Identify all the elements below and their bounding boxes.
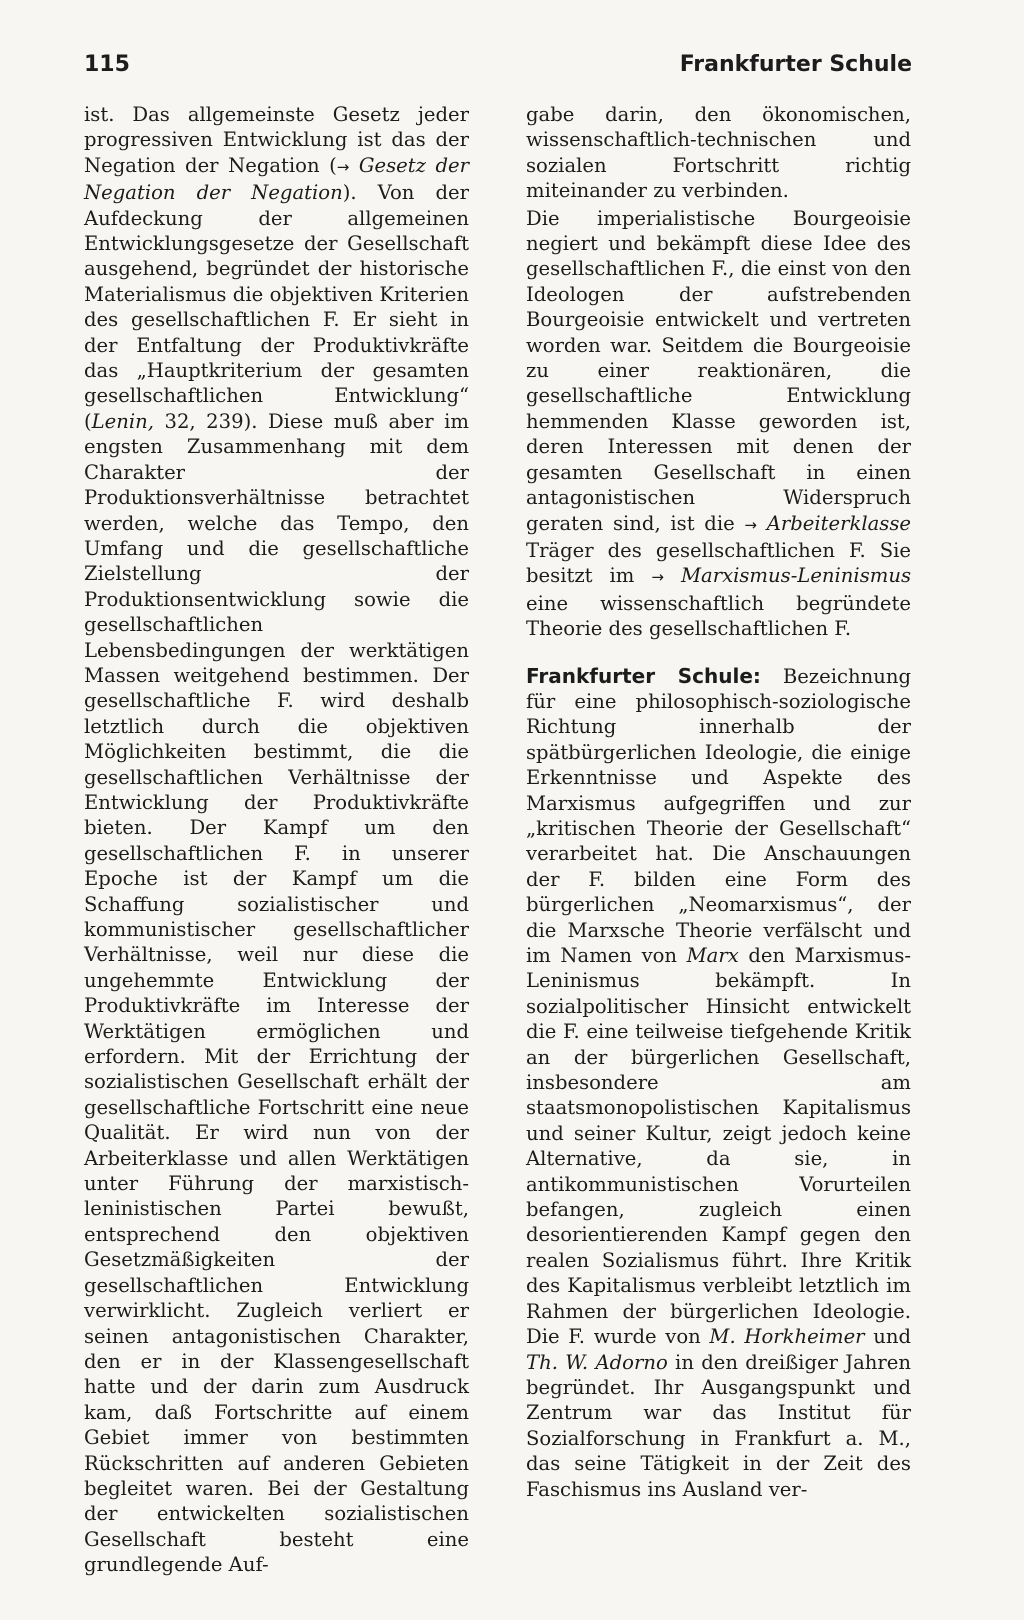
cross-reference-link[interactable]: Marxismus-Leninismus — [680, 564, 911, 588]
cross-reference-arrow-icon: → — [744, 515, 757, 534]
cross-reference-arrow-icon: → — [336, 157, 350, 176]
page-number: 115 — [84, 52, 130, 77]
text-run: ). Von der Aufdeckung der allgemeinen Entwicklungsgesetze der Gesellschaft ausgehend, begründet der historische Materialismus die objektiven Kriterien des gesellschaftlichen F. Er sieht in der Entfaltung der Produktivkräfte das „Hauptkriterium der gesamten gesellschaftlichen Entwicklung“ ( — [84, 181, 469, 433]
text-run: und — [864, 1325, 912, 1349]
author-name: M. Horkheimer — [709, 1325, 865, 1349]
text-run: eine wissenschaftlich begründete Theorie des gesellschaftlichen F. — [526, 591, 911, 641]
right-paragraph — [526, 206, 911, 642]
author-name: Th. W. Adorno — [526, 1350, 668, 1374]
cross-reference-link[interactable]: Arbeiterklasse — [766, 511, 911, 535]
right-paragraph: gabe darin, den ökonomischen, wissenschaftlich-technischen und sozialen Fortschritt richtig miteinander zu verbinden. — [526, 103, 911, 203]
cross-reference-link[interactable]: Gesetz der Negation der Negation — [84, 153, 469, 205]
text-run: 32, 239). Diese muß aber im engsten Zusammenhang mit dem Charakter der Produktionsverhältnisse betrachtet werden, welche das Tempo, den Umfang und die gesellschaftliche Zielstellung der Produktionsentwicklung sowie die gesellschaftlichen Lebensbedingungen der werktätigen Massen weitgehend bestimmen. Der gesellschaftliche F. wird deshalb letztlich durch die objektiven Möglichkeiten bestimmt, die die gesellschaftlichen Verhältnisse der Entwicklung der Produktivkräfte bieten. Der Kampf um den gesellschaftlichen F. in unserer Epoche ist der Kampf um die Schaffung sozialistischer und kommunistischer gesellschaftlicher Verhältnisse, weil nur diese die ungehemmte Entwicklung der Produktivkräfte im Interesse der Werktätigen ermöglichen und erfordern. Mit der Errichtung der sozialistischen Gesellschaft erhält der gesellschaftliche Fortschritt eine neue Qualität. Er wird nun von der Arbeiterklasse und allen Werktätigen unter Führung der marxistisch-leninistischen Partei bewußt, entsprechend den objektiven Gesetzmäßigkeiten der gesellschaftlichen Entwicklung verwirklicht. Zugleich verliert er seinen antagonistischen Charakter, den er in der Klassengesellschaft hatte und der darin zum Ausdruck kam, daß Fortschritte auf einem Gebiet immer von bestimmten Rückschritten auf anderen Gebieten begleitet waren. Bei der Gestaltung der entwickelten sozialistischen Gesellschaft besteht eine grundlegende Auf- — [84, 409, 469, 1577]
text-run: Träger des gesellschaftlichen F. Sie besitzt im — [526, 538, 911, 588]
author-name: Marx — [686, 944, 739, 967]
cross-reference-arrow-icon: → — [651, 568, 664, 587]
page-header — [84, 52, 912, 86]
left-paragraph — [84, 102, 469, 1578]
text-run: Bezeichnung für eine philosophisch-soziologische Richtung innerhalb der spätbürgerlichen Ideologie, die einige Erkenntnisse und Aspekte des Marxismus aufgegriffen und zur „kritischen Theorie der Gesellschaft“ verarbeitet hat. Die Anschauungen der F. bilden eine Form des bürgerlichen „Neomarxismus“, der die Marxsche Theorie verfälscht und im Namen von — [526, 664, 911, 967]
text-run: in den dreißiger Jahren begründet. Ihr Ausgangspunkt und Zentrum war das Institut für Sozialforschung in Frankfurt a. M., das seine Tätigkeit in der Zeit des Faschismus ins Ausland ver- — [526, 1350, 911, 1501]
text-run: Die imperialistische Bourgeoisie negiert und bekämpft diese Idee des gesellschaftlichen F., die einst von den Ideologen der aufstrebenden Bourgeoisie entwickelt und vertreten worden war. Seitdem die Bourgeoisie zu einer reaktionären, die gesellschaftliche Entwicklung hemmenden Klasse geworden ist, deren Interessen mit denen der gesamten Gesellschaft in einen antagonistischen Widerspruch geraten sind, ist die — [526, 206, 911, 535]
text-columns — [84, 102, 911, 1602]
dictionary-entry — [526, 664, 911, 1502]
author-name: Lenin, — [91, 409, 154, 433]
running-head: Frankfurter Schule — [679, 52, 912, 77]
right-column — [526, 102, 911, 1502]
left-column — [84, 102, 469, 1578]
entry-term: Frankfurter Schule: — [526, 663, 761, 688]
text-run: den Marxismus-Leninismus bekämpft. In sozialpolitischer Hinsicht entwickelt die F. eine teilweise tiefgehende Kritik an der bürgerlichen Gesellschaft, insbesondere am staatsmonopolistischen Kapitalismus und seiner Kultur, zeigt jedoch keine Alternative, da sie, in antikommunistischen Vorurteilen befangen, zugleich einen desorientierenden Kampf gegen den realen Sozialismus führt. Ihre Kritik des Kapitalismus verbleibt letztlich im Rahmen der bürgerlichen Ideologie. Die F. wurde von — [526, 944, 911, 1349]
text-run: ist. Das allgemeinste Gesetz jeder progressiven Entwicklung ist das der Negation der Negation ( — [84, 103, 469, 177]
